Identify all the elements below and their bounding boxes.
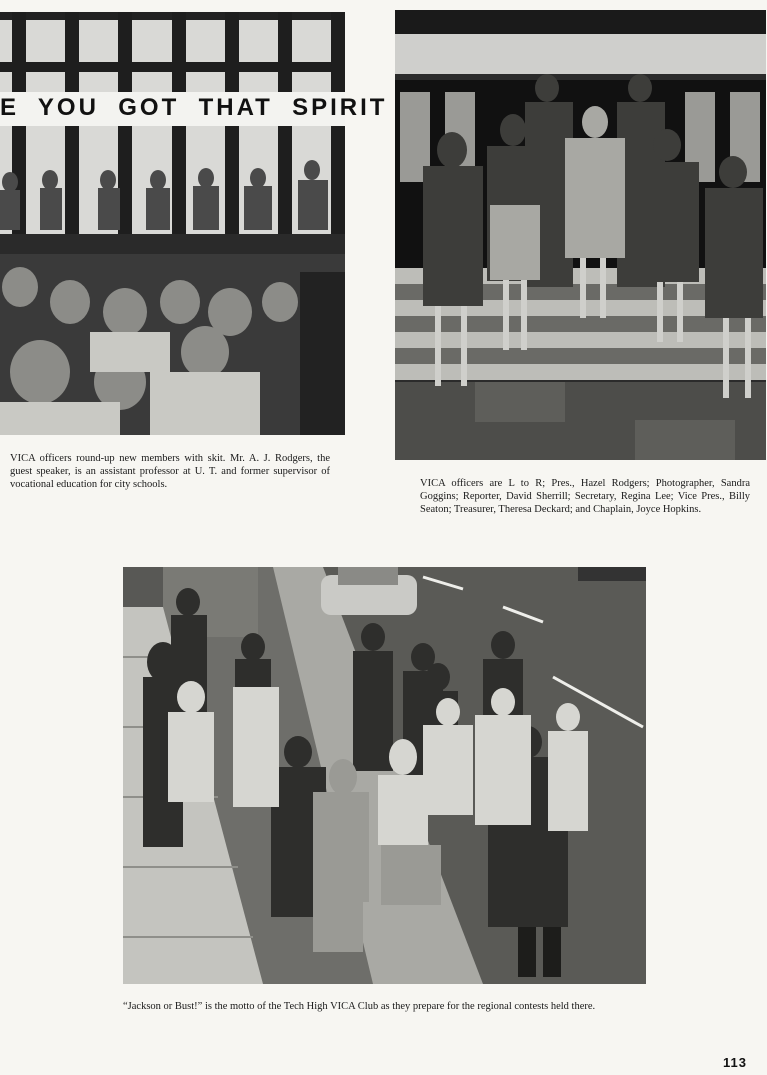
- photo-club: [123, 567, 646, 984]
- caption-skit: VICA officers round-up new members with skit. Mr. A. J. Rodgers, the guest speaker, is an assistant professor at U. T. and former supervisor of vocational education for city schools.: [10, 453, 330, 490]
- photo-officers-image: [395, 10, 766, 460]
- photo-skit-image: [0, 12, 388, 435]
- photo-club-image: [123, 567, 646, 984]
- caption-club: “Jackson or Bust!” is the motto of the Tech High VICA Club as they prepare for the regional contests held there.: [123, 1001, 596, 1012]
- banner-text: E YOU GOT THAT SPIRIT: [0, 94, 388, 121]
- caption-officers: VICA officers are L to R; Pres., Hazel Rodgers; Photographer, Sandra Goggins; Reporter, David Sherrill; Secretary, Regina Lee; Vice Pres., Billy Seaton; Treasurer, Theresa Deckard; and Chaplain, Joyce Hopkins.: [420, 478, 750, 515]
- page-number: 113: [723, 1055, 747, 1070]
- photo-officers: [395, 10, 766, 460]
- photo-skit: [0, 12, 388, 435]
